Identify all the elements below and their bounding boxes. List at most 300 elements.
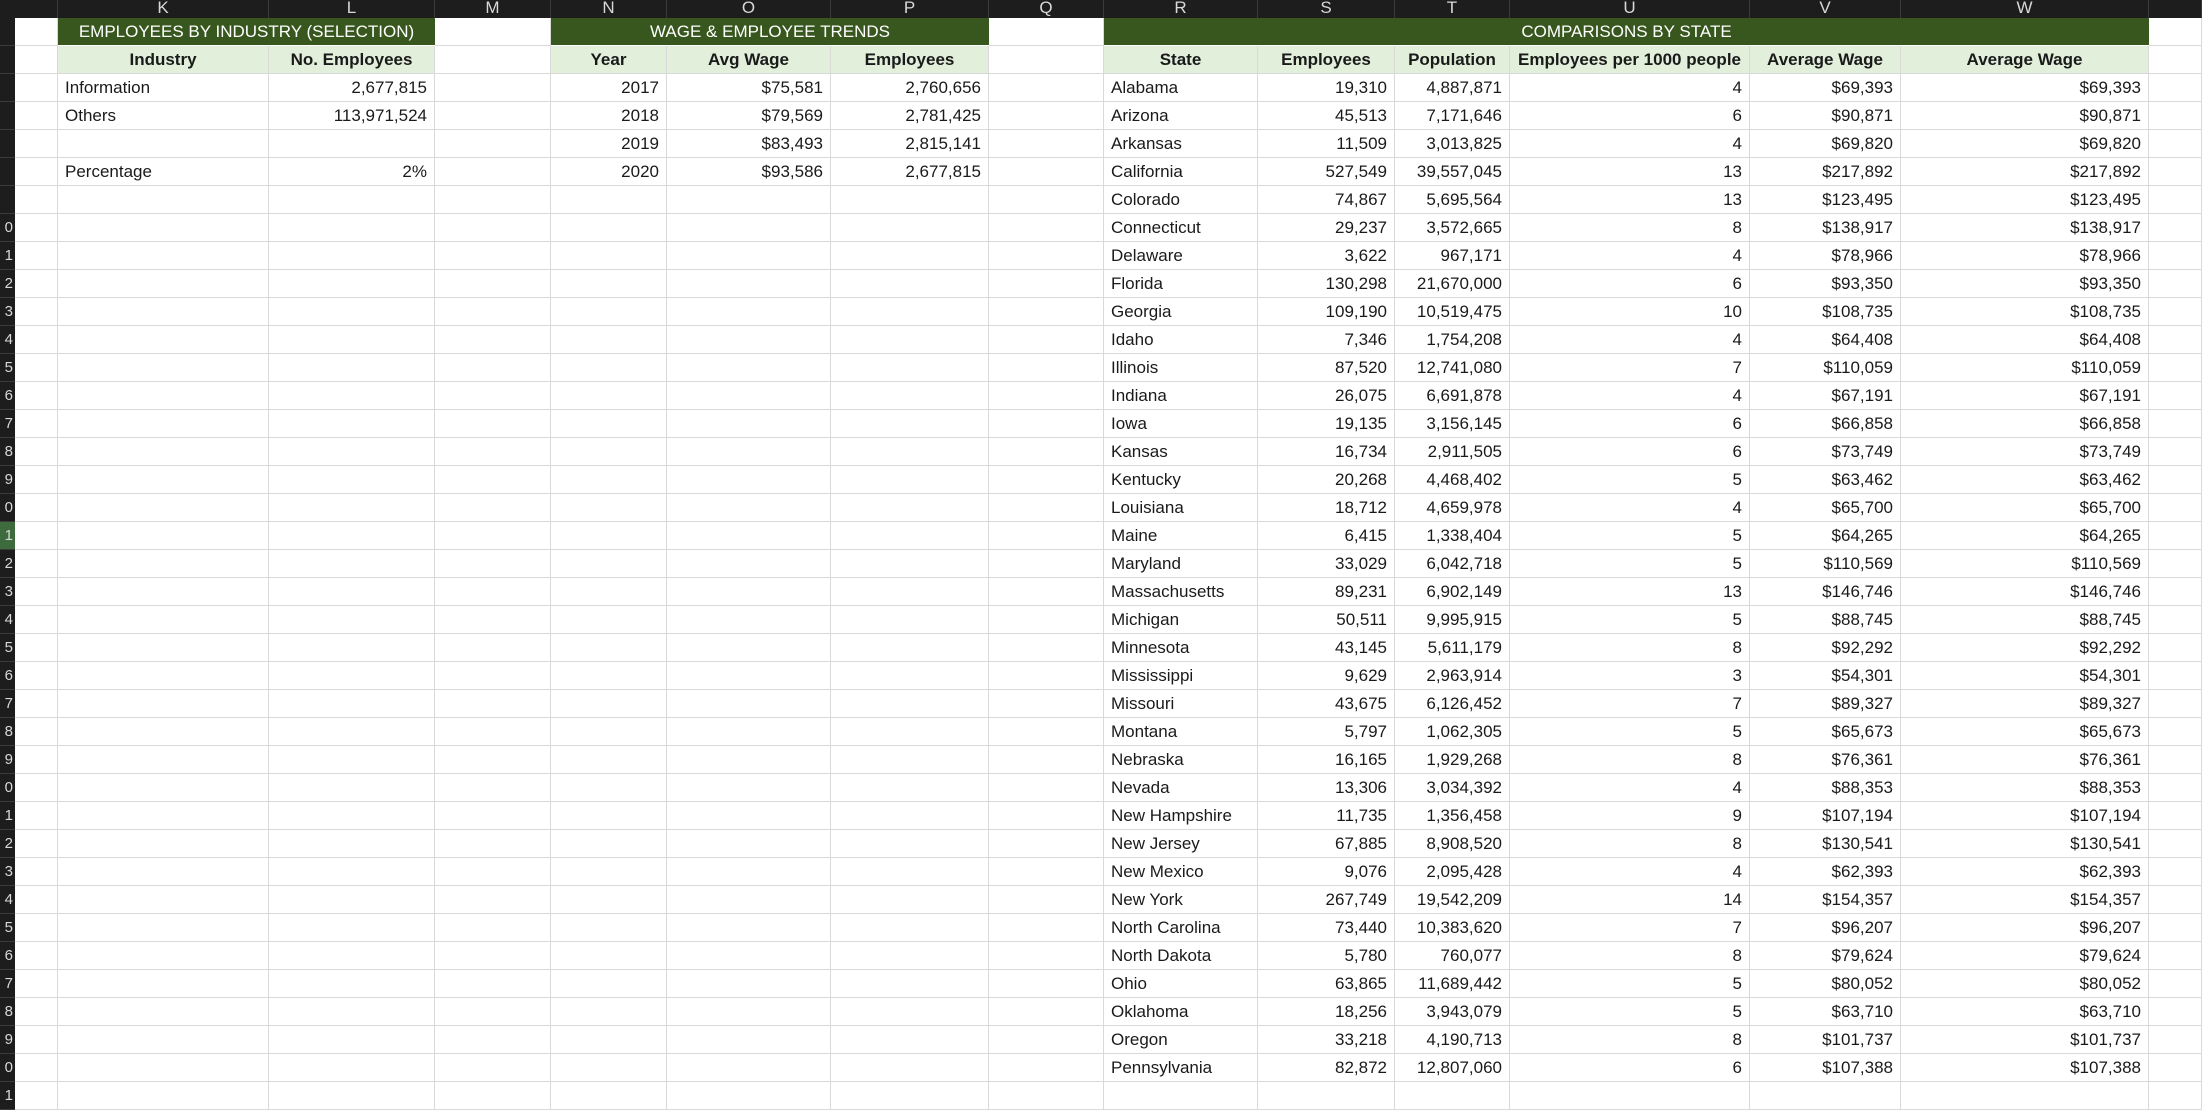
states-cell[interactable]: 5	[1510, 718, 1750, 746]
industry-cell[interactable]: 2,677,815	[269, 74, 435, 102]
grid-cell[interactable]	[989, 494, 1104, 522]
states-cell[interactable]: Minnesota	[1104, 634, 1258, 662]
states-cell[interactable]: 3,156,145	[1395, 410, 1510, 438]
grid-cell[interactable]	[989, 74, 1104, 102]
states-cell[interactable]: Illinois	[1104, 354, 1258, 382]
grid-cell[interactable]	[2149, 438, 2202, 466]
row-header[interactable]: 4	[0, 606, 15, 634]
states-cell[interactable]: Iowa	[1104, 410, 1258, 438]
grid-cell[interactable]	[2149, 1054, 2202, 1082]
grid-cell[interactable]	[831, 354, 989, 382]
states-cell[interactable]: 7	[1510, 914, 1750, 942]
row-header[interactable]: 9	[0, 746, 15, 774]
states-cell[interactable]: $110,059	[1750, 354, 1901, 382]
grid-cell[interactable]	[58, 354, 269, 382]
grid-cell[interactable]	[269, 634, 435, 662]
grid-cell[interactable]	[15, 718, 58, 746]
states-cell[interactable]: $92,292	[1901, 634, 2149, 662]
row-header[interactable]: 8	[0, 998, 15, 1026]
grid-cell[interactable]	[269, 326, 435, 354]
grid-cell[interactable]	[58, 410, 269, 438]
grid-cell[interactable]	[269, 718, 435, 746]
grid-cell[interactable]	[1901, 1082, 2149, 1110]
grid-cell[interactable]	[831, 298, 989, 326]
grid-cell[interactable]	[989, 242, 1104, 270]
grid-cell[interactable]	[15, 746, 58, 774]
row-header[interactable]: 0	[0, 494, 15, 522]
grid-cell[interactable]	[831, 214, 989, 242]
states-cell[interactable]: $54,301	[1901, 662, 2149, 690]
states-cell[interactable]: $146,746	[1750, 578, 1901, 606]
states-cell[interactable]: 3,034,392	[1395, 774, 1510, 802]
grid-cell[interactable]	[667, 830, 831, 858]
trends-cell[interactable]: 2019	[551, 130, 667, 158]
states-cell[interactable]: $107,388	[1901, 1054, 2149, 1082]
grid-cell[interactable]	[58, 214, 269, 242]
column-header-s[interactable]: S	[1258, 0, 1395, 18]
grid-cell[interactable]	[551, 466, 667, 494]
grid-cell[interactable]	[58, 886, 269, 914]
grid-cell[interactable]	[667, 858, 831, 886]
grid-cell[interactable]	[989, 634, 1104, 662]
states-cell[interactable]: $73,749	[1750, 438, 1901, 466]
row-header[interactable]: 2	[0, 550, 15, 578]
trends-cell[interactable]: 2018	[551, 102, 667, 130]
states-cell[interactable]: 26,075	[1258, 382, 1395, 410]
grid-cell[interactable]	[2149, 970, 2202, 998]
grid-cell[interactable]	[2149, 102, 2202, 130]
states-cell[interactable]: 6	[1510, 102, 1750, 130]
states-cell[interactable]: Louisiana	[1104, 494, 1258, 522]
states-cell[interactable]: $130,541	[1750, 830, 1901, 858]
grid-cell[interactable]	[831, 662, 989, 690]
states-cell[interactable]: $101,737	[1750, 1026, 1901, 1054]
states-cell[interactable]: $54,301	[1750, 662, 1901, 690]
grid-cell[interactable]	[2149, 410, 2202, 438]
grid-cell[interactable]	[551, 410, 667, 438]
grid-cell[interactable]	[551, 578, 667, 606]
grid-cell[interactable]	[15, 774, 58, 802]
grid-cell[interactable]	[2149, 158, 2202, 186]
grid-cell[interactable]	[1395, 1082, 1510, 1110]
grid-cell[interactable]	[58, 326, 269, 354]
grid-cell[interactable]	[551, 298, 667, 326]
states-cell[interactable]: Connecticut	[1104, 214, 1258, 242]
grid-cell[interactable]	[435, 46, 551, 74]
grid-cell[interactable]	[831, 1026, 989, 1054]
row-header[interactable]: 3	[0, 578, 15, 606]
grid-cell[interactable]	[15, 998, 58, 1026]
grid-cell[interactable]	[2149, 998, 2202, 1026]
states-cell[interactable]: $130,541	[1901, 830, 2149, 858]
grid-cell[interactable]	[989, 830, 1104, 858]
column-header-q[interactable]: Q	[989, 0, 1104, 18]
grid-cell[interactable]	[551, 802, 667, 830]
states-cell[interactable]: Indiana	[1104, 382, 1258, 410]
grid-cell[interactable]	[551, 438, 667, 466]
grid-cell[interactable]	[2149, 1082, 2202, 1110]
grid-cell[interactable]	[989, 858, 1104, 886]
grid-cell[interactable]	[831, 690, 989, 718]
row-header[interactable]: 2	[0, 830, 15, 858]
grid-cell[interactable]	[269, 438, 435, 466]
grid-cell[interactable]	[269, 186, 435, 214]
states-cell[interactable]: $110,059	[1901, 354, 2149, 382]
states-cell[interactable]: 760,077	[1395, 942, 1510, 970]
states-cell[interactable]: 3,622	[1258, 242, 1395, 270]
grid-cell[interactable]	[989, 522, 1104, 550]
states-cell[interactable]: $107,194	[1750, 802, 1901, 830]
grid-cell[interactable]	[269, 270, 435, 298]
row-header[interactable]: 6	[0, 942, 15, 970]
grid-cell[interactable]	[2149, 886, 2202, 914]
grid-cell[interactable]	[58, 942, 269, 970]
grid-cell[interactable]	[831, 410, 989, 438]
grid-cell[interactable]	[435, 550, 551, 578]
grid-cell[interactable]	[15, 18, 58, 46]
grid-cell[interactable]	[15, 382, 58, 410]
states-cell[interactable]: 6	[1510, 410, 1750, 438]
grid-cell[interactable]	[2149, 186, 2202, 214]
states-cell[interactable]: 50,511	[1258, 606, 1395, 634]
grid-cell[interactable]	[667, 270, 831, 298]
grid-cell[interactable]	[435, 746, 551, 774]
grid-cell[interactable]	[269, 970, 435, 998]
states-cell[interactable]: 6,902,149	[1395, 578, 1510, 606]
states-cell[interactable]: Kansas	[1104, 438, 1258, 466]
states-cell[interactable]: Oklahoma	[1104, 998, 1258, 1026]
grid-cell[interactable]	[831, 942, 989, 970]
column-header-partial[interactable]	[2149, 0, 2202, 18]
states-cell[interactable]: New Jersey	[1104, 830, 1258, 858]
grid-cell[interactable]	[15, 354, 58, 382]
grid-cell[interactable]	[15, 326, 58, 354]
grid-cell[interactable]	[435, 830, 551, 858]
states-cell[interactable]: 67,885	[1258, 830, 1395, 858]
states-cell[interactable]: $66,858	[1750, 410, 1901, 438]
grid-cell[interactable]	[989, 18, 1104, 46]
states-cell[interactable]: $107,388	[1750, 1054, 1901, 1082]
states-cell[interactable]: Arkansas	[1104, 130, 1258, 158]
grid-cell[interactable]	[1510, 1082, 1750, 1110]
row-header[interactable]: 7	[0, 690, 15, 718]
grid-cell[interactable]	[435, 578, 551, 606]
grid-cell[interactable]	[269, 802, 435, 830]
grid-cell[interactable]	[15, 1082, 58, 1110]
states-cell[interactable]: 43,145	[1258, 634, 1395, 662]
grid-cell[interactable]	[435, 662, 551, 690]
grid-cell[interactable]	[2149, 746, 2202, 774]
grid-cell[interactable]	[15, 494, 58, 522]
grid-cell[interactable]	[2149, 1026, 2202, 1054]
states-cell[interactable]: 13	[1510, 158, 1750, 186]
grid-cell[interactable]	[989, 1054, 1104, 1082]
grid-cell[interactable]	[831, 186, 989, 214]
states-cell[interactable]: 8	[1510, 214, 1750, 242]
states-cell[interactable]: 2,911,505	[1395, 438, 1510, 466]
states-cell[interactable]: 10,383,620	[1395, 914, 1510, 942]
states-cell[interactable]: Mississippi	[1104, 662, 1258, 690]
states-cell[interactable]: 43,675	[1258, 690, 1395, 718]
column-header-u[interactable]: U	[1510, 0, 1750, 18]
states-cell[interactable]: 967,171	[1395, 242, 1510, 270]
trends-cell[interactable]: 2,677,815	[831, 158, 989, 186]
grid-cell[interactable]	[667, 382, 831, 410]
states-cell[interactable]: 39,557,045	[1395, 158, 1510, 186]
grid-cell[interactable]	[2149, 214, 2202, 242]
row-header[interactable]: 2	[0, 270, 15, 298]
grid-cell[interactable]	[435, 802, 551, 830]
grid-cell[interactable]	[989, 606, 1104, 634]
states-cell[interactable]: New Mexico	[1104, 858, 1258, 886]
grid-cell[interactable]	[2149, 18, 2202, 46]
states-cell[interactable]: Massachusetts	[1104, 578, 1258, 606]
grid-cell[interactable]	[667, 802, 831, 830]
grid-cell[interactable]	[989, 746, 1104, 774]
grid-cell[interactable]	[15, 46, 58, 74]
states-cell[interactable]: 4	[1510, 326, 1750, 354]
grid-cell[interactable]	[2149, 634, 2202, 662]
grid-cell[interactable]	[435, 438, 551, 466]
states-cell[interactable]: 1,754,208	[1395, 326, 1510, 354]
grid-cell[interactable]	[435, 158, 551, 186]
states-cell[interactable]: 8	[1510, 1026, 1750, 1054]
states-cell[interactable]: 5,797	[1258, 718, 1395, 746]
grid-cell[interactable]	[989, 886, 1104, 914]
grid-cell[interactable]	[269, 466, 435, 494]
grid-cell[interactable]	[551, 690, 667, 718]
grid-cell[interactable]	[435, 774, 551, 802]
row-header[interactable]: 5	[0, 354, 15, 382]
states-cell[interactable]: 3	[1510, 662, 1750, 690]
grid-cell[interactable]	[989, 970, 1104, 998]
grid-cell[interactable]	[831, 830, 989, 858]
states-cell[interactable]: 6,126,452	[1395, 690, 1510, 718]
states-cell[interactable]: Ohio	[1104, 970, 1258, 998]
grid-cell[interactable]	[15, 830, 58, 858]
column-header-t[interactable]: T	[1395, 0, 1510, 18]
row-header[interactable]: 9	[0, 466, 15, 494]
row-header[interactable]: 6	[0, 662, 15, 690]
column-header-p[interactable]: P	[831, 0, 989, 18]
grid-cell[interactable]	[269, 942, 435, 970]
states-cell[interactable]: $138,917	[1901, 214, 2149, 242]
states-cell[interactable]: 13	[1510, 578, 1750, 606]
grid-cell[interactable]	[15, 886, 58, 914]
grid-cell[interactable]	[269, 606, 435, 634]
trends-cell[interactable]: 2,781,425	[831, 102, 989, 130]
grid-cell[interactable]	[989, 690, 1104, 718]
states-cell[interactable]: California	[1104, 158, 1258, 186]
states-cell[interactable]: 9,076	[1258, 858, 1395, 886]
grid-cell[interactable]	[435, 270, 551, 298]
trends-cell[interactable]: 2,815,141	[831, 130, 989, 158]
states-cell[interactable]: $63,710	[1901, 998, 2149, 1026]
grid-cell[interactable]	[269, 886, 435, 914]
grid-cell[interactable]	[15, 102, 58, 130]
grid-cell[interactable]	[831, 1082, 989, 1110]
grid-cell[interactable]	[15, 690, 58, 718]
states-cell[interactable]: 6,691,878	[1395, 382, 1510, 410]
grid-cell[interactable]	[551, 662, 667, 690]
grid-cell[interactable]	[269, 382, 435, 410]
grid-cell[interactable]	[831, 718, 989, 746]
row-header[interactable]: 1	[0, 1082, 15, 1110]
grid-cell[interactable]	[667, 774, 831, 802]
grid-cell[interactable]	[831, 270, 989, 298]
grid-cell[interactable]	[58, 746, 269, 774]
grid-cell[interactable]	[15, 578, 58, 606]
grid-cell[interactable]	[831, 578, 989, 606]
grid-cell[interactable]	[435, 858, 551, 886]
states-cell[interactable]: $76,361	[1750, 746, 1901, 774]
states-cell[interactable]: 3,572,665	[1395, 214, 1510, 242]
grid-cell[interactable]	[2149, 354, 2202, 382]
grid-cell[interactable]	[58, 690, 269, 718]
states-cell[interactable]: Georgia	[1104, 298, 1258, 326]
grid-cell[interactable]	[58, 1054, 269, 1082]
states-cell[interactable]: $78,966	[1901, 242, 2149, 270]
grid-cell[interactable]	[58, 186, 269, 214]
grid-cell[interactable]	[269, 830, 435, 858]
grid-cell[interactable]	[551, 522, 667, 550]
states-cell[interactable]: $107,194	[1901, 802, 2149, 830]
states-cell[interactable]: $62,393	[1750, 858, 1901, 886]
trends-cell[interactable]: 2020	[551, 158, 667, 186]
grid-cell[interactable]	[667, 466, 831, 494]
grid-cell[interactable]	[989, 578, 1104, 606]
grid-cell[interactable]	[15, 634, 58, 662]
states-cell[interactable]: $65,673	[1901, 718, 2149, 746]
trends-cell[interactable]: $79,569	[667, 102, 831, 130]
column-header-l[interactable]: L	[269, 0, 435, 18]
grid-cell[interactable]	[15, 214, 58, 242]
grid-cell[interactable]	[551, 634, 667, 662]
states-cell[interactable]: 7	[1510, 690, 1750, 718]
states-cell[interactable]: 19,542,209	[1395, 886, 1510, 914]
states-cell[interactable]: 10,519,475	[1395, 298, 1510, 326]
states-cell[interactable]: 7,171,646	[1395, 102, 1510, 130]
column-header-v[interactable]: V	[1750, 0, 1901, 18]
states-cell[interactable]: 4	[1510, 74, 1750, 102]
grid-cell[interactable]	[2149, 550, 2202, 578]
row-header[interactable]: 6	[0, 382, 15, 410]
states-cell[interactable]: $96,207	[1750, 914, 1901, 942]
grid-cell[interactable]	[435, 634, 551, 662]
grid-cell[interactable]	[831, 914, 989, 942]
grid-cell[interactable]	[667, 354, 831, 382]
states-cell[interactable]: 7	[1510, 354, 1750, 382]
states-cell[interactable]: $88,353	[1901, 774, 2149, 802]
row-header[interactable]: 1	[0, 242, 15, 270]
grid-cell[interactable]	[989, 438, 1104, 466]
grid-cell[interactable]	[831, 466, 989, 494]
grid-cell[interactable]	[269, 1082, 435, 1110]
column-header-n[interactable]: N	[551, 0, 667, 18]
grid-cell[interactable]	[551, 270, 667, 298]
states-cell[interactable]: 5,611,179	[1395, 634, 1510, 662]
states-cell[interactable]: 6,415	[1258, 522, 1395, 550]
grid-cell[interactable]	[667, 746, 831, 774]
grid-cell[interactable]	[435, 690, 551, 718]
states-cell[interactable]: $80,052	[1901, 970, 2149, 998]
grid-cell[interactable]	[269, 1054, 435, 1082]
grid-cell[interactable]	[269, 1026, 435, 1054]
grid-cell[interactable]	[15, 606, 58, 634]
states-cell[interactable]: 8	[1510, 746, 1750, 774]
states-cell[interactable]: $96,207	[1901, 914, 2149, 942]
grid-cell[interactable]	[831, 774, 989, 802]
grid-cell[interactable]	[667, 718, 831, 746]
states-cell[interactable]: $69,820	[1901, 130, 2149, 158]
grid-cell[interactable]	[667, 634, 831, 662]
grid-cell[interactable]	[667, 298, 831, 326]
grid-cell[interactable]	[58, 466, 269, 494]
grid-cell[interactable]	[58, 858, 269, 886]
states-cell[interactable]: New York	[1104, 886, 1258, 914]
grid-cell[interactable]	[58, 802, 269, 830]
grid-cell[interactable]	[58, 830, 269, 858]
grid-cell[interactable]	[58, 718, 269, 746]
grid-cell[interactable]	[551, 858, 667, 886]
states-cell[interactable]: 4	[1510, 858, 1750, 886]
trends-cell[interactable]: $83,493	[667, 130, 831, 158]
industry-cell[interactable]: Others	[58, 102, 269, 130]
grid-cell[interactable]	[58, 270, 269, 298]
column-header-partial[interactable]	[15, 0, 58, 18]
grid-cell[interactable]	[831, 606, 989, 634]
grid-cell[interactable]	[667, 578, 831, 606]
grid-cell[interactable]	[667, 410, 831, 438]
grid-cell[interactable]	[989, 382, 1104, 410]
states-cell[interactable]: $73,749	[1901, 438, 2149, 466]
row-header[interactable]: 4	[0, 886, 15, 914]
states-cell[interactable]: Oregon	[1104, 1026, 1258, 1054]
grid-cell[interactable]	[551, 774, 667, 802]
grid-cell[interactable]	[831, 242, 989, 270]
grid-cell[interactable]	[1750, 1082, 1901, 1110]
grid-cell[interactable]	[2149, 270, 2202, 298]
states-cell[interactable]: $64,408	[1750, 326, 1901, 354]
grid-cell[interactable]	[989, 410, 1104, 438]
states-cell[interactable]: $69,820	[1750, 130, 1901, 158]
states-cell[interactable]: $101,737	[1901, 1026, 2149, 1054]
trends-cell[interactable]: 2017	[551, 74, 667, 102]
grid-cell[interactable]	[831, 494, 989, 522]
row-header[interactable]: 9	[0, 1026, 15, 1054]
industry-cell[interactable]: 113,971,524	[269, 102, 435, 130]
grid-cell[interactable]	[989, 662, 1104, 690]
states-cell[interactable]: 4,887,871	[1395, 74, 1510, 102]
grid-cell[interactable]	[435, 214, 551, 242]
grid-cell[interactable]	[435, 942, 551, 970]
grid-cell[interactable]	[58, 1082, 269, 1110]
grid-cell[interactable]	[551, 1082, 667, 1110]
grid-cell[interactable]	[551, 1054, 667, 1082]
states-cell[interactable]: 6	[1510, 1054, 1750, 1082]
states-cell[interactable]: 4,468,402	[1395, 466, 1510, 494]
states-cell[interactable]: 82,872	[1258, 1054, 1395, 1082]
grid-cell[interactable]	[551, 354, 667, 382]
row-header[interactable]: 3	[0, 298, 15, 326]
grid-cell[interactable]	[2149, 466, 2202, 494]
row-header[interactable]: 7	[0, 970, 15, 998]
states-cell[interactable]: 1,356,458	[1395, 802, 1510, 830]
grid-cell[interactable]	[15, 270, 58, 298]
trends-cell[interactable]: 2,760,656	[831, 74, 989, 102]
industry-cell[interactable]	[269, 130, 435, 158]
grid-cell[interactable]	[667, 494, 831, 522]
